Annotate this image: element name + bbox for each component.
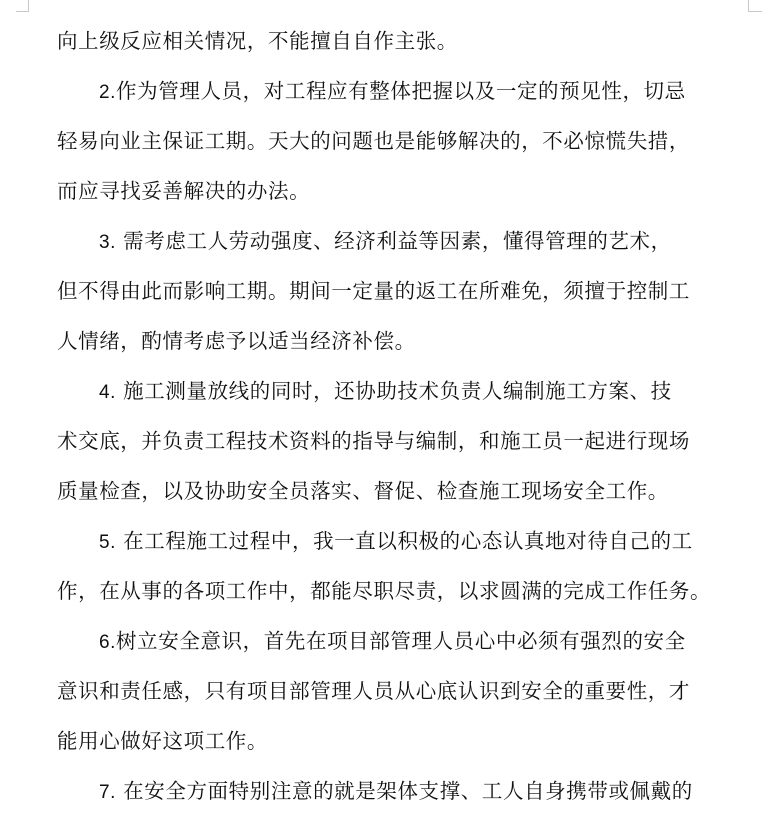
text-line: 向上级反应相关情况，不能擅自自作主张。: [57, 29, 458, 53]
text-line: 但不得由此而影响工期。期间一定量的返工在所难免，须擅于控制工: [57, 279, 690, 303]
text-line: 6.树立安全意识，首先在项目部管理人员心中必须有强烈的安全: [99, 629, 686, 653]
text-line: 而应寻找妥善解决的办法。: [57, 179, 311, 203]
text-line: 4. 施工测量放线的同时，还协助技术负责人编制施工方案、技: [99, 379, 672, 403]
text-line: 能用心做好这项工作。: [57, 729, 268, 753]
text-line: 意识和责任感，只有项目部管理人员从心底认识到安全的重要性，才: [57, 679, 690, 703]
text-line: 3. 需考虑工人劳动强度、经济利益等因素，懂得管理的艺术，: [99, 229, 672, 253]
text-line: 术交底，并负责工程技术资料的指导与编制，和施工员一起进行现场: [57, 429, 690, 453]
document-body[interactable]: [57, 16, 723, 816]
text-line: 7. 在安全方面特别注意的就是架体支撑、工人自身携带或佩戴的: [99, 779, 693, 803]
text-line: 5. 在工程施工过程中，我一直以积极的心态认真地对待自己的工: [99, 529, 693, 553]
text-line: 作，在从事的各项工作中，都能尽职尽责，以求圆满的完成工作任务。: [57, 579, 712, 603]
text-line: 质量检查，以及协助安全员落实、督促、检查施工现场安全工作。: [57, 479, 669, 503]
text-line: 轻易向业主保证工期。天大的问题也是能够解决的，不必惊慌失措，: [57, 129, 690, 153]
crop-mark-top-left-horizontal: [16, 11, 29, 12]
text-line: 2.作为管理人员，对工程应有整体把握以及一定的预见性，切忌: [99, 79, 686, 103]
text-line: 人情绪，酌情考虑予以适当经济补偿。: [57, 329, 416, 353]
crop-mark-top-right-horizontal: [748, 11, 762, 12]
